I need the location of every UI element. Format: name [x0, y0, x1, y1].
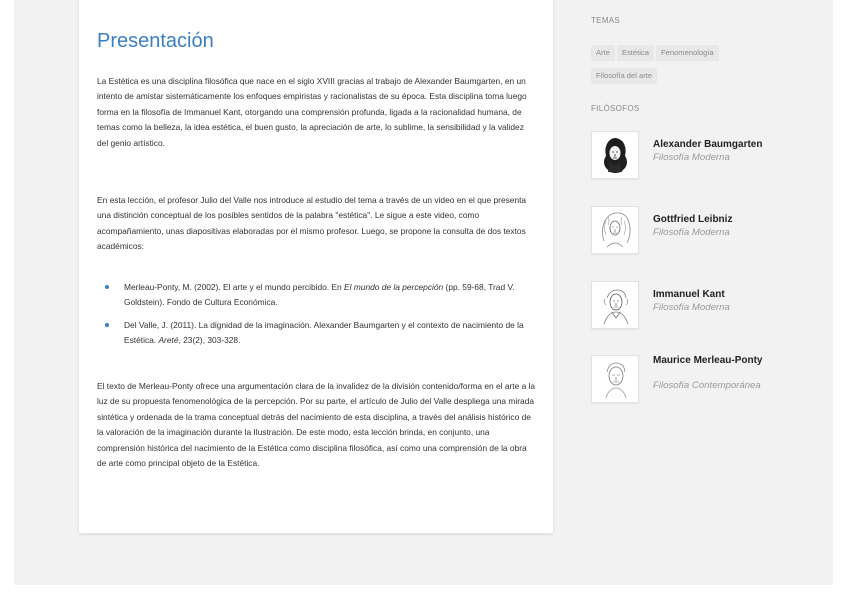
- portrait-kant[interactable]: [591, 281, 639, 329]
- reference-title: El mundo de la percepción: [344, 282, 444, 292]
- reference-text: Merleau-Ponty, M. (2002). El arte y el mundo percibido. En: [124, 282, 345, 292]
- philosopher-card-baumgarten[interactable]: [591, 131, 811, 179]
- reference-item: [97, 280, 537, 311]
- philosopher-school: Filosofía Moderna: [653, 152, 730, 163]
- philosopher-card-merleau-ponty[interactable]: [591, 355, 811, 403]
- reference-list: [97, 280, 537, 356]
- tag-list: [591, 42, 771, 88]
- portrait-leibniz[interactable]: [591, 206, 639, 254]
- philosopher-card-kant[interactable]: [591, 281, 811, 329]
- lesson-paragraph: En esta lección, el profesor Julio del Valle nos introduce al estudio del tema a través de un video en el que presenta una distinción conceptual de los posibles sentidos de la palabra "estética". Le sigue a este video, como acompañamiento, unas diapositivas elaboradas por el mismo profesor. Luego, se propone la consulta de dos textos académicos:: [97, 195, 527, 252]
- philosopher-school: Filosofía Moderna: [653, 227, 730, 238]
- tag-arte[interactable]: Arte: [591, 45, 615, 61]
- tag-fenomenologia[interactable]: Fenomenología: [656, 45, 719, 61]
- intro-paragraph: La Estética es una disciplina filosófica que nace en el siglo XVIII gracias al trabajo de Alexander Baumgarten, en un intento de amistar sistemáticamente los enfoques empiristas y racionalistas de su época. Esta disciplina toma luego forma en la filosofía de Immanuel Kant, otorgando una comprensión profunda, ligada a la racionalidad humana, de temas como la belleza, la idea estética, el buen gusto, la apreciación de arte, lo sublime, la sensibilidad y la validez del genio artístico.: [97, 76, 527, 148]
- philosopher-name: Gottfried Leibniz: [653, 214, 733, 225]
- tag-estetica[interactable]: Estética: [617, 45, 654, 61]
- bullet-icon: [105, 323, 109, 327]
- philosopher-name: Immanuel Kant: [653, 289, 725, 300]
- philosopher-school: Filosofía Moderna: [653, 302, 730, 313]
- philosopher-name: Alexander Baumgarten: [653, 139, 763, 150]
- tag-filosofia-del-arte[interactable]: Filosofía del arte: [591, 68, 657, 84]
- filosofos-heading: FILÓSOFOS: [591, 104, 640, 113]
- closing-paragraph: El texto de Merleau-Ponty ofrece una argumentación clara de la invalidez de la división contenido/forma en el arte a la luz de su propuesta fenomenológica de la percepción. Por su parte, el artículo de Julio del Valle despliega una mirada sintética y ordenada de la trama conceptual detrás del nacimiento de esta disciplina, a través del análisis histórico de la valoración de la imaginación durante la Ilustración. De este modo, esta lección brinda, en conjunto, una comprensión histórica del nacimiento de la Estética como disciplina filosófica, así como una comprensión de la obra de arte como principal objeto de la Estética.: [97, 381, 536, 469]
- bullet-icon: [105, 285, 109, 289]
- page-title: Presentación: [97, 30, 214, 52]
- reference-item: [97, 318, 537, 349]
- portrait-merleau-ponty[interactable]: [591, 355, 639, 403]
- temas-heading: TEMAS: [591, 16, 621, 25]
- reference-text: (pp. 59-68, Trad V. Goldstein). Fondo de Cultura Económica.: [124, 282, 515, 308]
- reference-text: Del Valle, J. (2011). La dignidad de la imaginación. Alexander Baumgarten y el contexto de nacimiento de la Estética.: [124, 319, 524, 346]
- reference-title: Areté: [158, 335, 179, 346]
- portrait-baumgarten[interactable]: [591, 131, 639, 179]
- philosopher-card-leibniz[interactable]: [591, 206, 811, 254]
- philosopher-school: Filosofía Contemporánea: [653, 380, 761, 391]
- philosopher-name: Maurice Merleau-Ponty: [653, 355, 763, 366]
- reference-text: , 23(2), 303-328.: [178, 335, 241, 346]
